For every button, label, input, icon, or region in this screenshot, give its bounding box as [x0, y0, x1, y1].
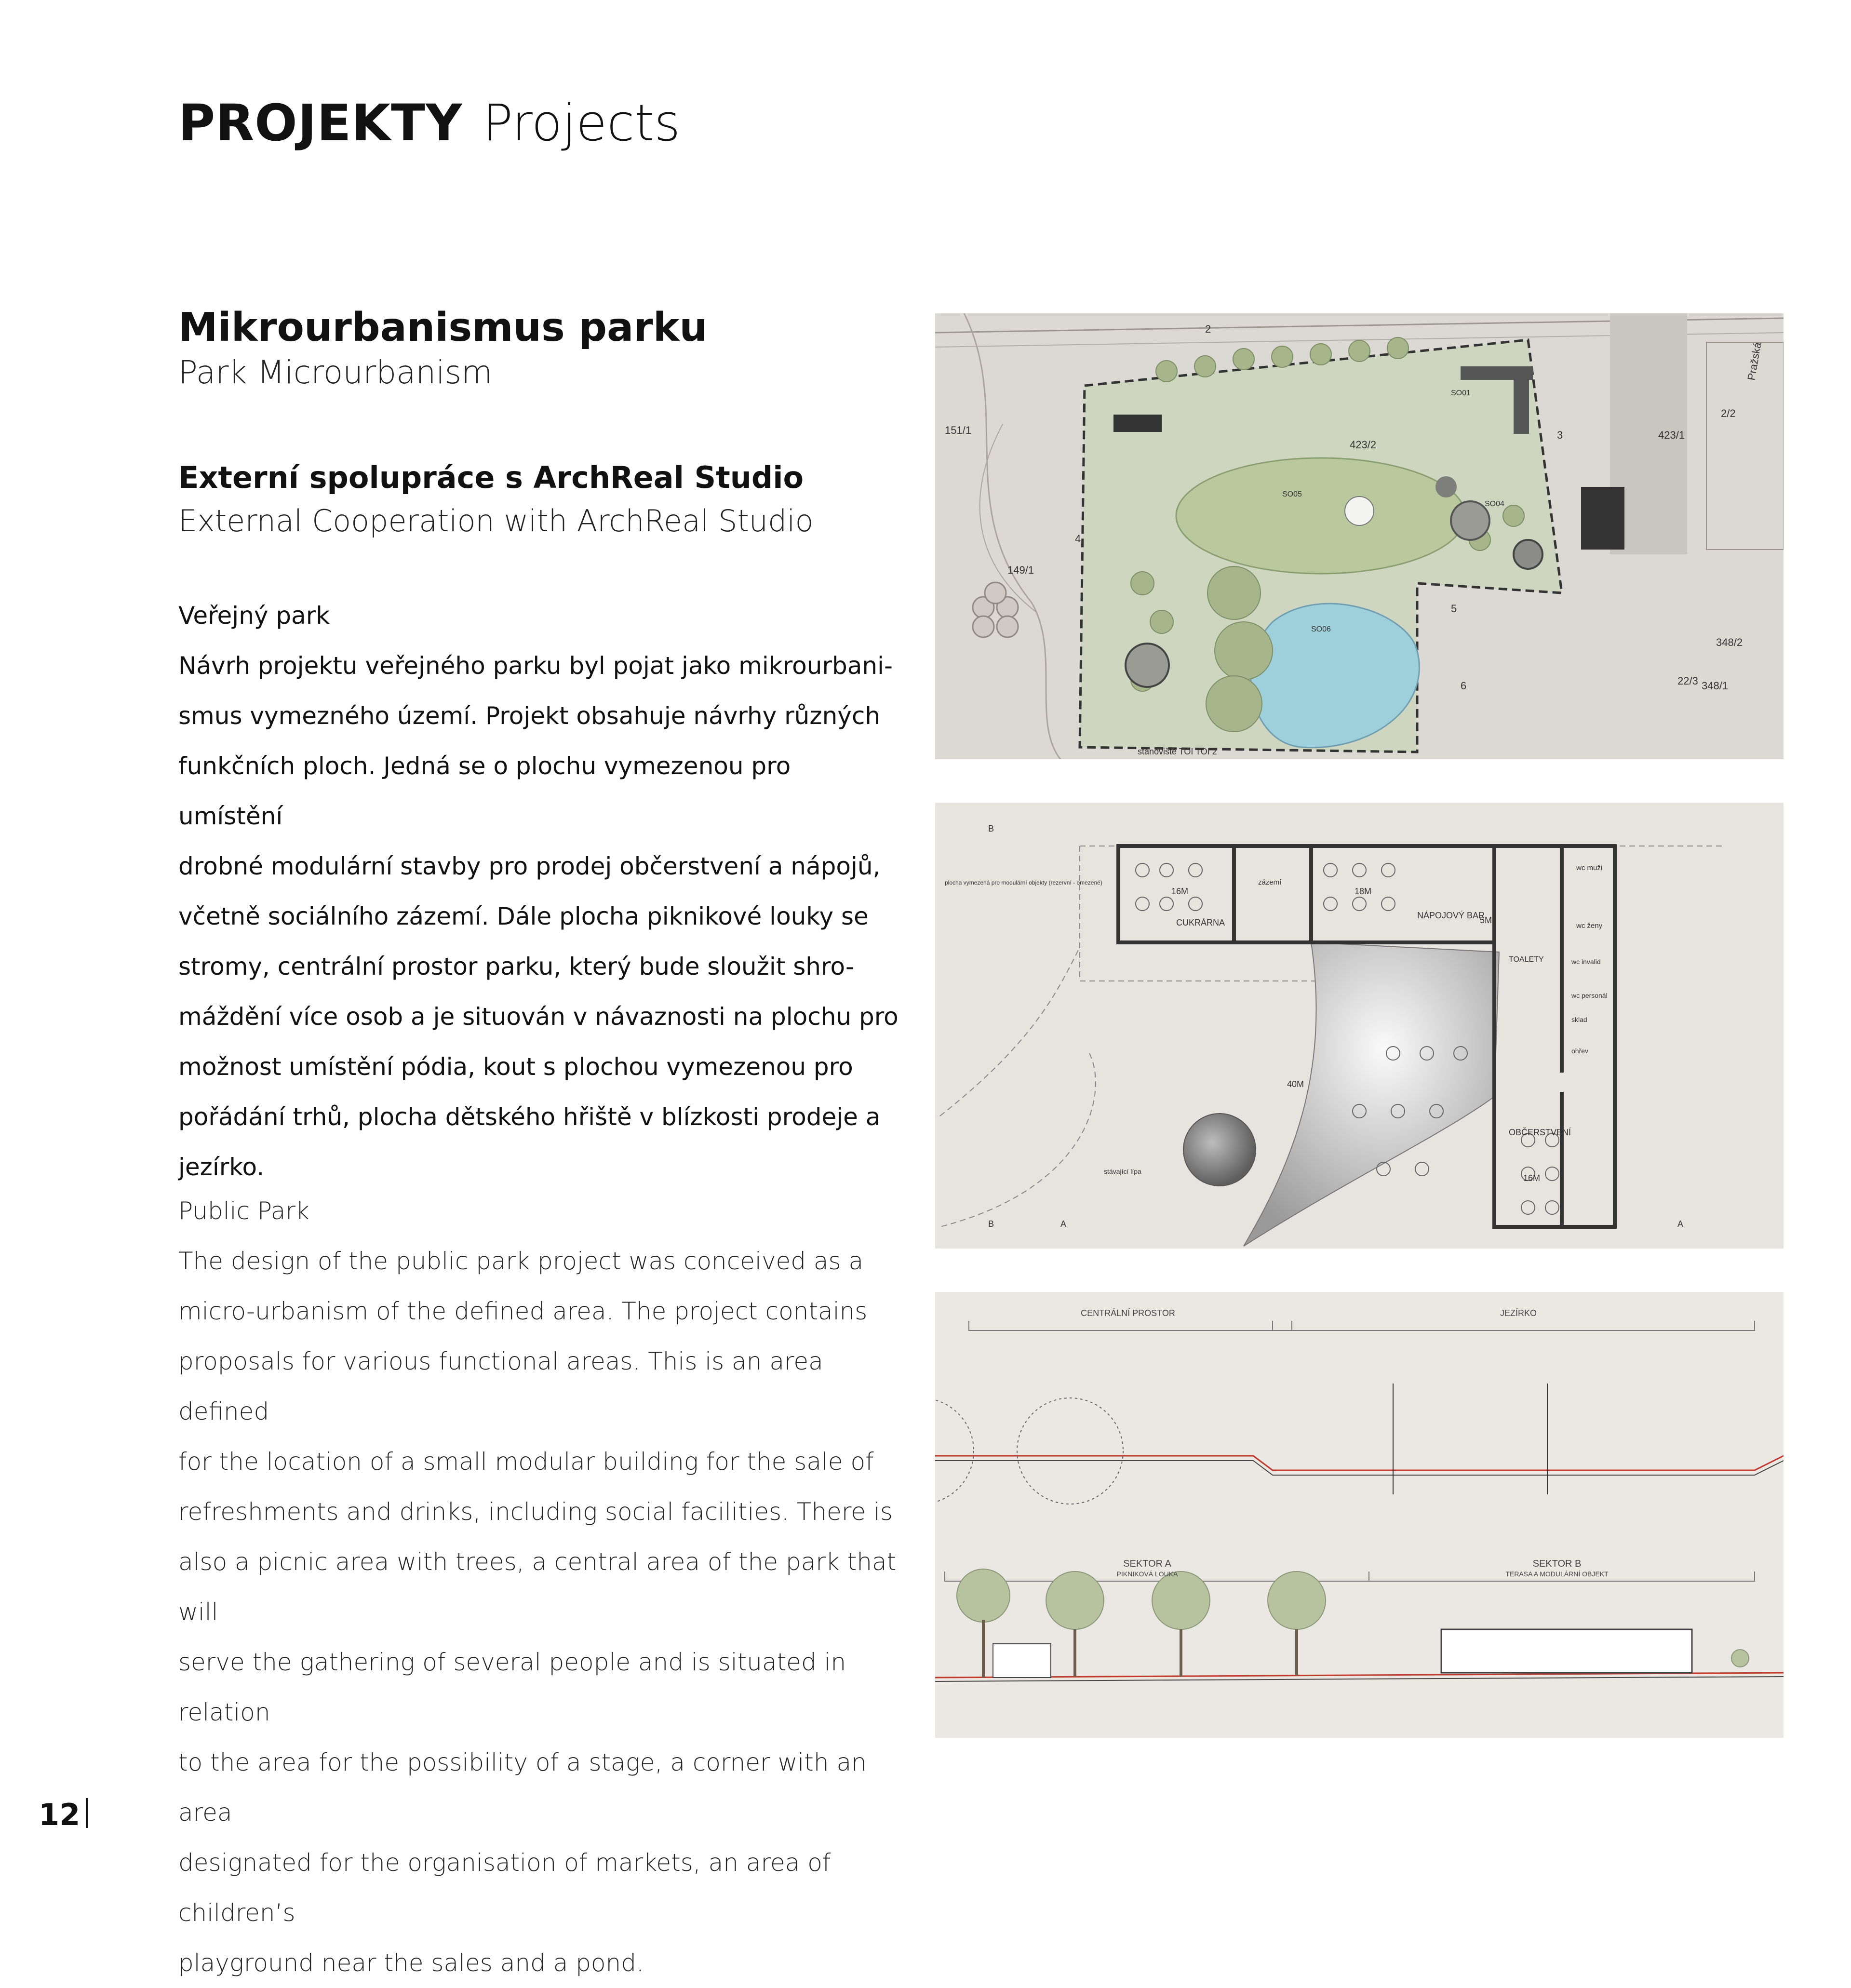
floor-label: A — [1677, 1219, 1684, 1229]
text-line: also a picnic area with trees, a central area of the park that will — [178, 1548, 897, 1626]
site-label: 423/1 — [1658, 429, 1685, 441]
section-label: SEKTOR A — [1123, 1558, 1171, 1569]
text-line: stromy, centrální prostor parku, který bude sloužit shro- — [178, 953, 855, 981]
text-line: proposals for various functional areas. This is an area defined — [178, 1347, 823, 1425]
text-line: playground near the sales and a pond. — [178, 1949, 644, 1977]
floor-label: sklad — [1571, 1016, 1587, 1023]
floor-label: NÁPOJOVÝ BAR — [1417, 911, 1485, 920]
text-line: funkčních ploch. Jedná se o plochu vymezenou pro umístění — [178, 752, 791, 830]
site-label: 423/2 — [1350, 439, 1377, 451]
text-line: Návrh projektu veřejného parku byl pojat jako mikrourbani- — [178, 652, 893, 680]
site-label: 22/3 — [1677, 675, 1698, 687]
site-label: 4 — [1075, 533, 1081, 545]
english-heading: Public Park — [178, 1197, 309, 1225]
cooperation-subtitle: External Cooperation with ArchReal Studio — [178, 503, 814, 538]
page-title-cz: PROJEKTY — [178, 94, 463, 152]
floor-label: wc ženy — [1576, 922, 1603, 930]
page-number: 12 — [39, 1797, 80, 1832]
floor-plan-drawing — [935, 803, 1784, 1249]
floor-label: 5M — [1480, 915, 1492, 925]
site-label: 5 — [1451, 603, 1457, 615]
text-line: serve the gathering of several people and is situated in relation — [178, 1648, 846, 1726]
english-paragraph — [178, 1236, 901, 1988]
site-label: stanoviště TOI TOI 2 — [1138, 747, 1217, 756]
site-label: 2 — [1205, 323, 1211, 335]
site-plan-drawing — [935, 313, 1784, 759]
text-line: for the location of a small modular building for the sale of — [178, 1448, 874, 1476]
text-line: jezírko. — [178, 1153, 265, 1181]
section-label: SEKTOR B — [1532, 1558, 1582, 1569]
floor-label: OBČERSTVENÍ — [1509, 1128, 1571, 1137]
site-label: 2/2 — [1721, 407, 1736, 419]
text-line: micro-urbanism of the defined area. The project contains — [178, 1297, 868, 1325]
floor-label: plocha vymezená pro modulární objekty (rezervní - omezené) — [945, 879, 1102, 886]
section-label: JEZÍRKO — [1500, 1308, 1537, 1318]
text-line: máždění více osob a je situován v návaznosti na plochu pro — [178, 1003, 899, 1031]
floor-label: 16M — [1523, 1173, 1541, 1183]
floor-label: B — [988, 1219, 994, 1229]
site-label: SO04 — [1485, 500, 1504, 508]
site-label: 3 — [1557, 429, 1563, 441]
floor-label: 40M — [1287, 1079, 1304, 1089]
page-title — [178, 92, 680, 154]
site-label: SO01 — [1451, 389, 1471, 397]
floor-label: zázemí — [1258, 878, 1282, 887]
text-line: smus vymezného území. Projekt obsahuje návrhy různých — [178, 702, 881, 730]
floor-label: A — [1060, 1219, 1067, 1229]
floor-label: wc personál — [1571, 992, 1608, 999]
czech-text-block — [178, 591, 901, 1192]
czech-paragraph — [178, 641, 901, 1192]
text-line: to the area for the possibility of a stage, a corner with an area — [178, 1748, 867, 1827]
text-line: The design of the public park project was conceived as a — [178, 1247, 864, 1275]
text-line: pořádání trhů, plocha dětského hřiště v blízkosti prodeje a — [178, 1103, 881, 1131]
site-label: 151/1 — [945, 424, 972, 436]
section-label: PIKNIKOVÁ LOUKA — [1116, 1570, 1178, 1578]
section-label: TERASA A MODULÁRNÍ OBJEKT — [1505, 1570, 1609, 1578]
floor-label: 18M — [1355, 887, 1372, 896]
text-line: včetně sociálního zázemí. Dále plocha piknikové louky se — [178, 902, 869, 930]
floor-label: TOALETY — [1509, 955, 1544, 964]
floor-label: CUKRÁRNA — [1176, 918, 1225, 927]
english-text-block — [178, 1186, 901, 1988]
site-label: 149/1 — [1007, 564, 1034, 576]
page-title-en: Projects — [483, 94, 681, 152]
project-subtitle: Park Microurbanism — [178, 354, 493, 391]
section-label: CENTRÁLNÍ PROSTOR — [1081, 1308, 1175, 1318]
floor-label: wc muži — [1576, 864, 1603, 872]
text-line: refreshments and drinks, including social facilities. There is — [178, 1498, 893, 1526]
text-line: možnost umístění pódia, kout s plochou vymezenou pro — [178, 1053, 853, 1081]
section-drawings — [935, 1292, 1784, 1738]
project-title: Mikrourbanismus parku — [178, 305, 708, 350]
site-label: SO05 — [1282, 490, 1302, 498]
text-line: designated for the organisation of markets, an area of children’s — [178, 1849, 831, 1927]
site-label: Pražská — [1745, 341, 1764, 381]
text-line: drobné modulární stavby pro prodej občerstvení a nápojů, — [178, 852, 881, 880]
site-label: SO06 — [1311, 625, 1331, 633]
floor-label: B — [988, 824, 994, 833]
floor-label: wc invalid — [1571, 958, 1601, 966]
site-label: 348/2 — [1716, 636, 1743, 648]
floor-label: ohřev — [1571, 1047, 1589, 1055]
cooperation-title: Externí spolupráce s ArchReal Studio — [178, 460, 804, 495]
site-label: 348/1 — [1702, 680, 1729, 692]
floor-label: 16M — [1171, 887, 1189, 896]
page-number-divider — [86, 1798, 88, 1828]
floor-label: stávající lípa — [1104, 1168, 1141, 1175]
czech-heading: Veřejný park — [178, 602, 330, 630]
site-label: 6 — [1461, 680, 1467, 692]
